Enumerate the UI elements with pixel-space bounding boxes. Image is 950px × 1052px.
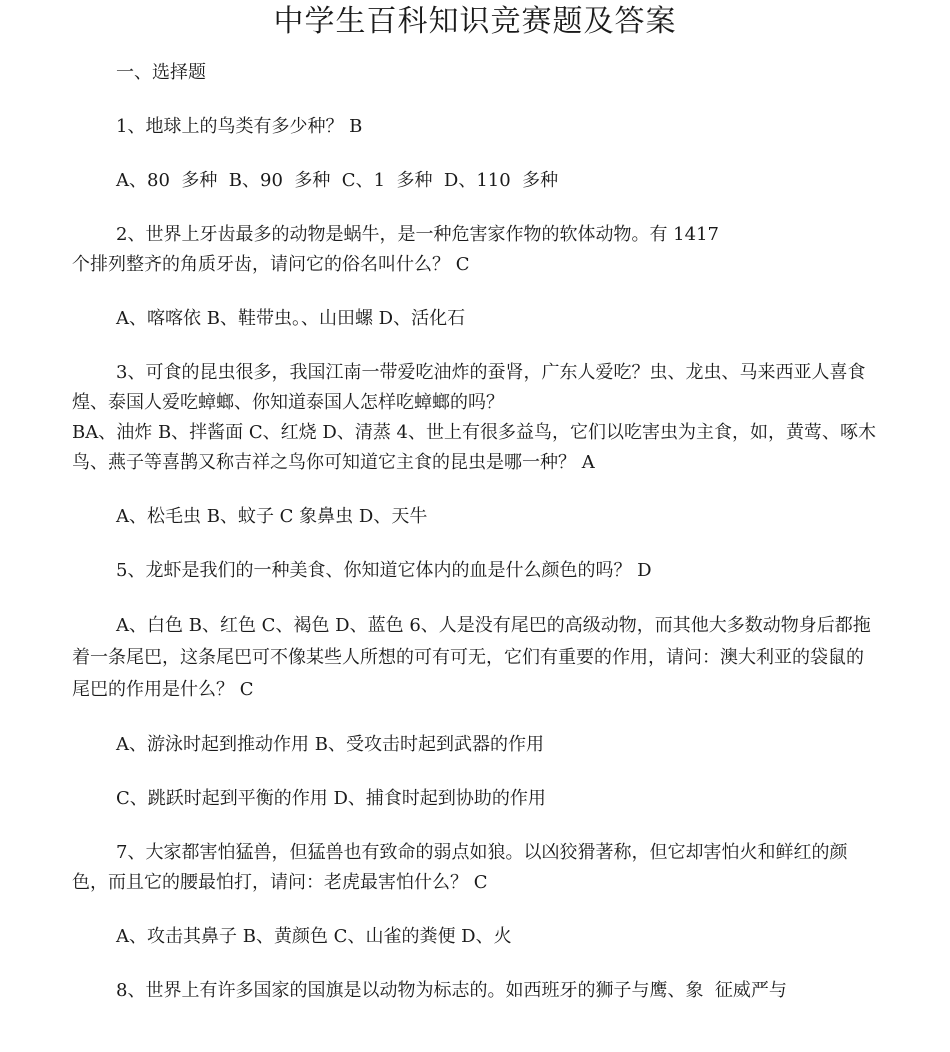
question-7: 7、大家都害怕猛兽，但猛兽也有致命的弱点如狼。以凶狡猾著称，但它却害怕火和鲜红的颜色，而且它的腰最怕打，请问：老虎最害怕什么？ C: [72, 842, 848, 893]
question-8: 8、世界上有许多国家的国旗是以动物为标志的。如西班牙的狮子与鹰、象 征威严与: [116, 980, 787, 1001]
question-2-line-2: 个排列整齐的角质牙齿，请问它的俗名叫什么？ C: [72, 254, 470, 275]
question-5: 5、龙虾是我们的一种美食、你知道它体内的血是什么颜色的吗？ D: [116, 560, 652, 581]
document-page: [0, 2, 950, 1052]
options-5-question-6: A、白色 B、红色 C、褐色 D、蓝色 6、人是没有尾巴的高级动物，而其他大多数动物身后都拖着一条尾巴，这条尾巴可不像某些人所想的可有可无，它们有重要的作用，请问：澳大利亚的袋鼠的尾巴的作用是什么？ C: [72, 615, 871, 700]
options-6-c-d: C、跳跃时起到平衡的作用 D、捕食时起到协助的作用: [116, 788, 546, 809]
options-3-question-4: BA、油炸 B、拌酱面 C、红烧 D、清蒸 4、世上有很多益鸟，它们以吃害虫为主食，如，黄莺、啄木鸟、燕子等喜鹊又称吉祥之鸟你可知道它主食的昆虫是哪一种？ A: [72, 422, 876, 473]
question-1: 1、地球上的鸟类有多少种？ B: [116, 116, 363, 137]
options-7: A、攻击其鼻子 B、黄颜色 C、山雀的粪便 D、火: [116, 926, 512, 947]
document-title: 中学生百科知识竞赛题及答案: [273, 4, 677, 39]
question-2-line-1: 2、世界上牙齿最多的动物是蜗牛，是一种危害家作物的软体动物。有 1417: [116, 224, 719, 245]
options-6-a-b: A、游泳时起到推动作用 B、受攻击时起到武器的作用: [116, 734, 544, 755]
question-3: 3、可食的昆虫很多，我国江南一带爱吃油炸的蚕肾，广东人爱吃？虫、龙虫、马来西亚人喜食煌、泰国人爱吃蟑螂、你知道泰国人怎样吃蟑螂的吗？: [72, 362, 866, 413]
section-heading: 一、选择题: [116, 62, 206, 83]
options-1: A、80 多种 B、90 多种 C、1 多种 D、110 多种: [116, 170, 559, 191]
options-4: A、松毛虫 B、蚊子 C 象鼻虫 D、天牛: [116, 506, 428, 527]
options-2: A、喀喀依 B、鞋带虫。、山田螺 D、活化石: [116, 308, 466, 329]
